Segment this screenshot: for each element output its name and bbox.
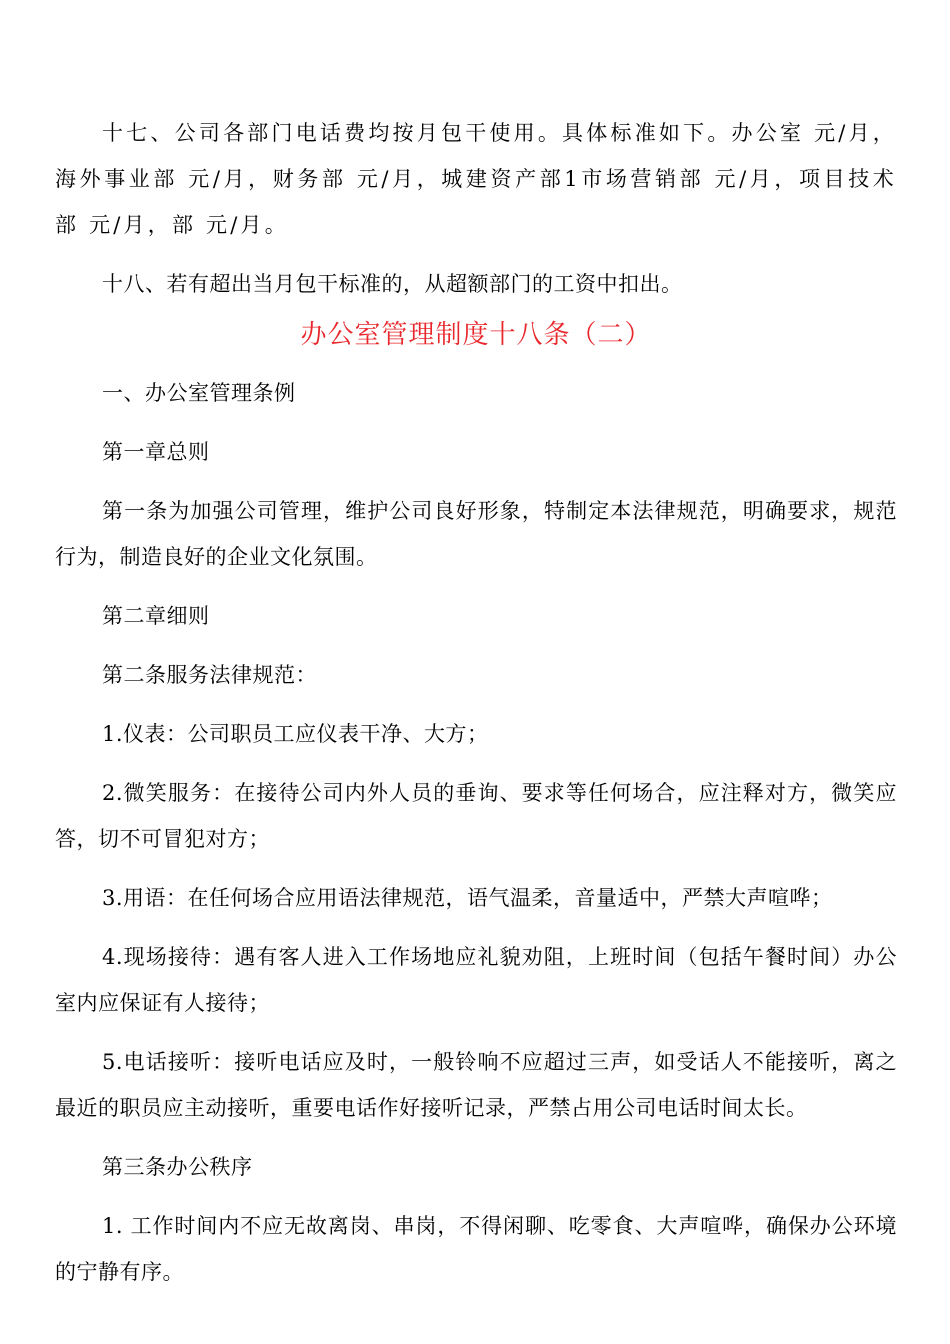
article-1-paragraph: 第一条为加强公司管理，维护公司良好形象，特制定本法律规范，明确要求，规范行为，制造良好的企业文化氛围。: [55, 499, 897, 569]
chapter-1-heading: 第一章总则: [102, 440, 210, 464]
article-3-heading: 第三条办公秩序: [102, 1155, 253, 1179]
list-item-smile-service: 2.微笑服务：在接待公司内外人员的垂询、要求等任何场合，应注释对方，微笑应答，切不可冒犯对方；: [55, 781, 897, 851]
section-heading: 一、办公室管理条例: [102, 381, 296, 405]
list-item-phone: 5.电话接听：接听电话应及时，一般铃响不应超过三声，如受话人不能接听，离之最近的职员应主动接听，重要电话作好接听记录，严禁占用公司电话时间太长。: [55, 1050, 897, 1120]
list-item-reception: 4.现场接待：遇有客人进入工作场地应礼貌劝阻，上班时间（包括午餐时间）办公室内应保证有人接待；: [55, 945, 897, 1015]
article-2-heading: 第二条服务法律规范：: [102, 663, 317, 687]
document-title: 办公室管理制度十八条（二）: [300, 320, 652, 350]
document-body: [55, 110, 897, 1308]
list-item-appearance: 1.仪表：公司职员工应仪表干净、大方；: [102, 722, 489, 746]
paragraph-article-17: 十七、公司各部门电话费均按月包干使用。具体标准如下。办公室 元/月，海外事业部 元/月，财务部 元/月，城建资产部1市场营销部 元/月，项目技术部 元/月，部 元/月。: [55, 121, 897, 237]
paragraph-article-18: 十八、若有超出当月包干标准的，从超额部门的工资中扣出。: [102, 272, 683, 296]
list-item-language: 3.用语：在任何场合应用语法律规范，语气温柔，音量适中，严禁大声喧哗；: [102, 886, 833, 910]
chapter-2-heading: 第二章细则: [102, 604, 210, 628]
list-item-work-order: 1. 工作时间内不应无故离岗、串岗，不得闲聊、吃零食、大声喧哗，确保办公环境的宁静有序。: [55, 1214, 897, 1284]
